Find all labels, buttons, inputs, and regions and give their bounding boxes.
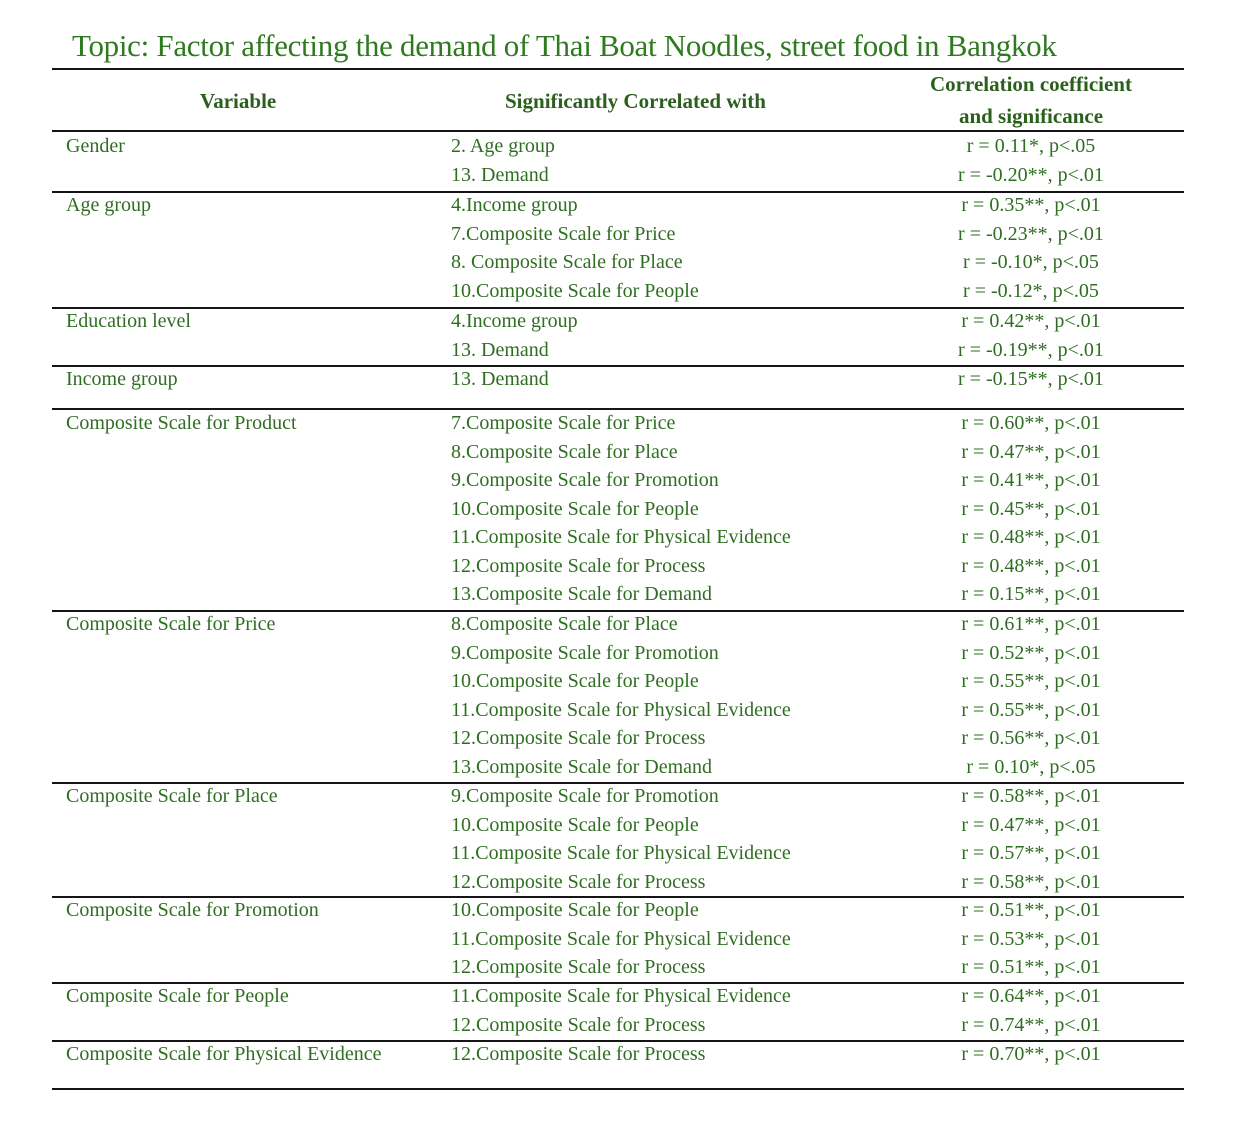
correlated-with-cell: 8.Composite Scale for Place <box>451 613 678 635</box>
correlation-cell: r = -0.20**, p<.01 <box>958 163 1104 186</box>
correlation-cell: r = -0.12*, p<.05 <box>963 279 1099 302</box>
correlation-cell: r = 0.70**, p<.01 <box>961 1043 1101 1065</box>
header-correlation-line1: Correlation coefficient <box>930 72 1132 96</box>
correlation-cell: r = 0.45**, p<.01 <box>961 497 1101 520</box>
variable-cell: Composite Scale for Price <box>66 613 276 635</box>
correlated-with-cell: 11.Composite Scale for Physical Evidence <box>451 927 791 950</box>
variable-cell: Gender <box>66 135 125 157</box>
correlated-with-cell: 11.Composite Scale for Physical Evidence <box>451 698 791 721</box>
correlation-cell: r = 0.35**, p<.01 <box>961 194 1101 216</box>
correlation-cell: r = 0.42**, p<.01 <box>961 310 1101 332</box>
correlated-with-cell: 13. Demand <box>451 338 549 361</box>
correlation-cell: r = 0.51**, p<.01 <box>961 956 1101 978</box>
correlated-with-cell: 4.Income group <box>451 194 578 216</box>
correlation-cell: r = 0.53**, p<.01 <box>961 927 1101 950</box>
correlated-with-cell: 12.Composite Scale for Process <box>451 1013 706 1036</box>
variable-cell: Age group <box>66 194 151 216</box>
correlated-with-cell: 13.Composite Scale for Demand <box>451 755 713 778</box>
correlated-with-cell: 8. Composite Scale for Place <box>451 251 683 273</box>
correlation-cell: r = 0.74**, p<.01 <box>961 1013 1101 1036</box>
correlation-cell: r = 0.41**, p<.01 <box>961 469 1101 491</box>
correlated-with-cell: 13. Demand <box>451 368 549 390</box>
correlation-cell: r = -0.15**, p<.01 <box>958 368 1104 390</box>
correlated-with-cell: 8.Composite Scale for Place <box>451 440 678 463</box>
variable-cell: Composite Scale for Promotion <box>66 899 319 921</box>
correlated-with-cell: 7.Composite Scale for Price <box>451 412 676 434</box>
correlated-with-cell: 2. Age group <box>451 135 555 157</box>
correlation-cell: r = 0.48**, p<.01 <box>961 526 1101 548</box>
correlation-cell: r = 0.57**, p<.01 <box>961 842 1101 864</box>
correlation-cell: r = 0.60**, p<.01 <box>961 412 1101 434</box>
group-separator-rule <box>52 408 1184 410</box>
variable-cell: Education level <box>66 310 191 332</box>
correlated-with-cell: 10.Composite Scale for People <box>451 279 699 302</box>
correlated-with-cell: 9.Composite Scale for Promotion <box>451 785 719 807</box>
correlated-with-cell: 10.Composite Scale for People <box>451 813 699 836</box>
correlation-cell: r = 0.47**, p<.01 <box>961 440 1101 463</box>
correlated-with-cell: 11.Composite Scale for Physical Evidence <box>451 985 791 1007</box>
variable-cell: Composite Scale for Product <box>66 412 297 434</box>
correlation-cell: r = 0.15**, p<.01 <box>961 583 1101 605</box>
correlated-with-cell: 12.Composite Scale for Process <box>451 1043 706 1065</box>
correlation-cell: r = 0.10*, p<.05 <box>966 755 1096 778</box>
group-separator-rule <box>52 1088 1184 1090</box>
variable-cell: Composite Scale for People <box>66 985 289 1007</box>
header-correlated-with: Significantly Correlated with <box>505 89 766 113</box>
correlation-cell: r = 0.55**, p<.01 <box>961 670 1101 692</box>
header-variable: Variable <box>200 89 277 113</box>
correlation-cell: r = 0.47**, p<.01 <box>961 813 1101 836</box>
correlated-with-cell: 12.Composite Scale for Process <box>451 870 706 893</box>
correlated-with-cell: 13.Composite Scale for Demand <box>451 583 713 605</box>
correlated-with-cell: 4.Income group <box>451 310 578 332</box>
variable-cell: Income group <box>66 368 178 390</box>
correlation-cell: r = 0.11*, p<.05 <box>966 135 1096 157</box>
correlated-with-cell: 9.Composite Scale for Promotion <box>451 641 719 664</box>
correlated-with-cell: 12.Composite Scale for Process <box>451 727 706 749</box>
header-correlation-line2: and significance <box>958 104 1104 128</box>
correlated-with-cell: 10.Composite Scale for People <box>451 899 699 921</box>
correlation-cell: r = 0.56**, p<.01 <box>961 727 1101 749</box>
correlated-with-cell: 11.Composite Scale for Physical Evidence <box>451 526 791 548</box>
correlation-cell: r = 0.64**, p<.01 <box>961 985 1101 1007</box>
variable-cell: Composite Scale for Place <box>66 785 278 807</box>
correlation-cell: r = 0.58**, p<.01 <box>961 785 1101 807</box>
variable-cell: Composite Scale for Physical Evidence <box>66 1043 382 1065</box>
correlation-cell: r = 0.52**, p<.01 <box>961 641 1101 664</box>
correlation-cell: r = -0.19**, p<.01 <box>958 338 1104 361</box>
correlated-with-cell: 11.Composite Scale for Physical Evidence <box>451 842 791 864</box>
correlated-with-cell: 10.Composite Scale for People <box>451 670 699 692</box>
correlation-cell: r = 0.58**, p<.01 <box>961 870 1101 893</box>
correlated-with-cell: 13. Demand <box>451 163 549 186</box>
correlation-cell: r = 0.48**, p<.01 <box>961 554 1101 577</box>
correlated-with-cell: 7.Composite Scale for Price <box>451 222 676 245</box>
correlated-with-cell: 12.Composite Scale for Process <box>451 554 706 577</box>
correlation-cell: r = -0.10*, p<.05 <box>963 251 1099 273</box>
correlated-with-cell: 10.Composite Scale for People <box>451 497 699 520</box>
correlation-cell: r = 0.61**, p<.01 <box>961 613 1101 635</box>
correlated-with-cell: 9.Composite Scale for Promotion <box>451 469 719 491</box>
correlation-cell: r = 0.55**, p<.01 <box>961 698 1101 721</box>
correlated-with-cell: 12.Composite Scale for Process <box>451 956 706 978</box>
correlation-cell: r = -0.23**, p<.01 <box>958 222 1104 245</box>
page-title: Topic: Factor affecting the demand of Thai Boat Noodles, street food in Bangkok <box>72 28 1057 63</box>
correlation-cell: r = 0.51**, p<.01 <box>961 899 1101 921</box>
